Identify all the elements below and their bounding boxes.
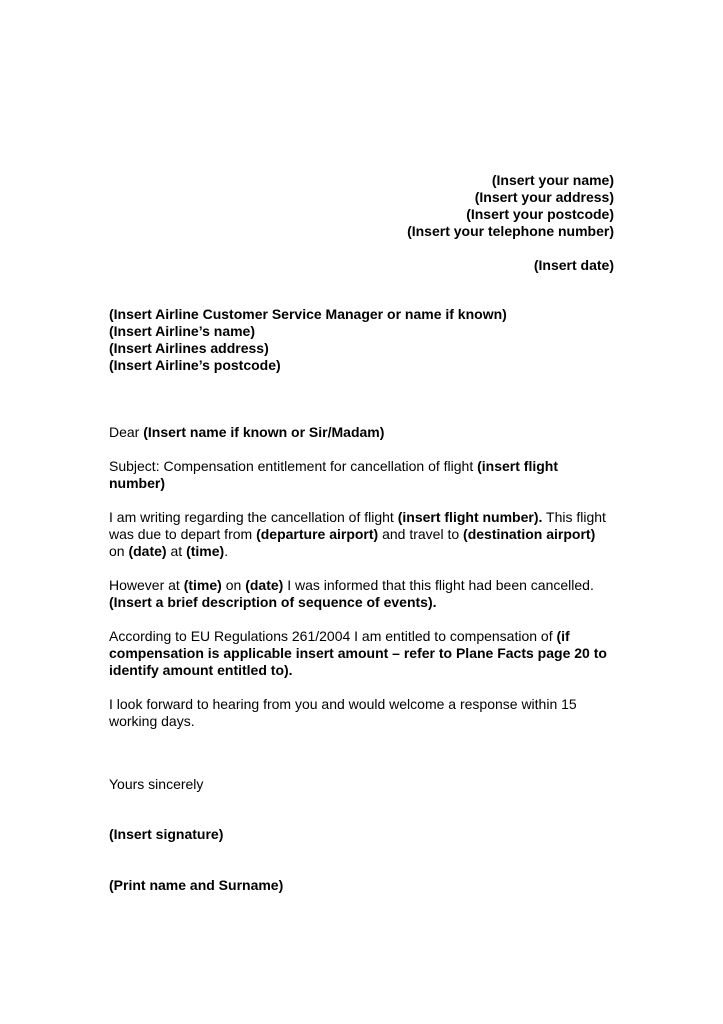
para1-text-3: and travel to <box>378 526 464 542</box>
para3-compensation-amount: (if compensation is applicable insert amount – refer to Plane Facts page 20 to identify amount entitled to). <box>109 628 607 678</box>
para2-date: (date) <box>245 577 284 593</box>
sender-block <box>407 172 614 274</box>
para2-events-description: (Insert a brief description of sequence of events). <box>109 594 437 610</box>
para1-flight-number: (insert flight number). <box>397 509 543 525</box>
para1-time: (time) <box>186 543 225 559</box>
para1-text-2: This flight was due to depart from <box>109 509 606 542</box>
recipient-airline-postcode: (Insert Airline’s postcode) <box>109 357 281 373</box>
para1-departure-airport: (departure airport) <box>256 526 379 542</box>
paragraph-compensation <box>109 628 614 679</box>
para1-date: (date) <box>128 543 167 559</box>
sender-postcode: (Insert your postcode) <box>466 206 614 222</box>
para1-text-6: . <box>224 543 229 559</box>
para4-text: I look forward to hearing from you and would welcome a response within 15 working days. <box>109 696 577 729</box>
recipient-manager: (Insert Airline Customer Service Manager or name if known) <box>109 306 507 322</box>
recipient-airline-address: (Insert Airlines address) <box>109 340 269 356</box>
recipient-airline-name: (Insert Airline’s name) <box>109 323 256 339</box>
subject-line <box>109 458 614 492</box>
recipient-block <box>109 306 507 374</box>
para1-text-4: on <box>109 543 129 559</box>
salutation-name: (Insert name if known or Sir/Madam) <box>143 424 385 440</box>
para2-text-1: However at <box>109 577 184 593</box>
para2-text-3: I was informed that this flight had been cancelled. <box>283 577 594 593</box>
para3-text-1: According to EU Regulations 261/2004 I am entitled to compensation of <box>109 628 557 644</box>
para2-time: (time) <box>183 577 222 593</box>
para2-text-2: on <box>221 577 246 593</box>
letter-body <box>109 424 614 747</box>
signature-placeholder: (Insert signature) <box>109 826 224 842</box>
closing: Yours sincerely <box>109 776 204 792</box>
paragraph-flight-details <box>109 509 614 560</box>
salutation-prefix: Dear <box>109 424 144 440</box>
print-name-placeholder: (Print name and Surname) <box>109 877 284 893</box>
paragraph-cancellation <box>109 577 614 611</box>
sender-address: (Insert your address) <box>474 189 614 205</box>
sender-name: (Insert your name) <box>491 172 614 188</box>
paragraph-response <box>109 696 614 730</box>
subject-flight: (insert flight number) <box>109 458 558 491</box>
subject-text: Subject: Compensation entitlement for cancellation of flight <box>109 458 478 474</box>
para1-destination-airport: (destination airport) <box>463 526 596 542</box>
para1-text-5: at <box>166 543 187 559</box>
salutation <box>109 424 614 441</box>
sender-telephone: (Insert your telephone number) <box>407 223 614 239</box>
para1-text-1: I am writing regarding the cancellation of flight <box>109 509 398 525</box>
letter-date: (Insert date) <box>533 257 614 273</box>
